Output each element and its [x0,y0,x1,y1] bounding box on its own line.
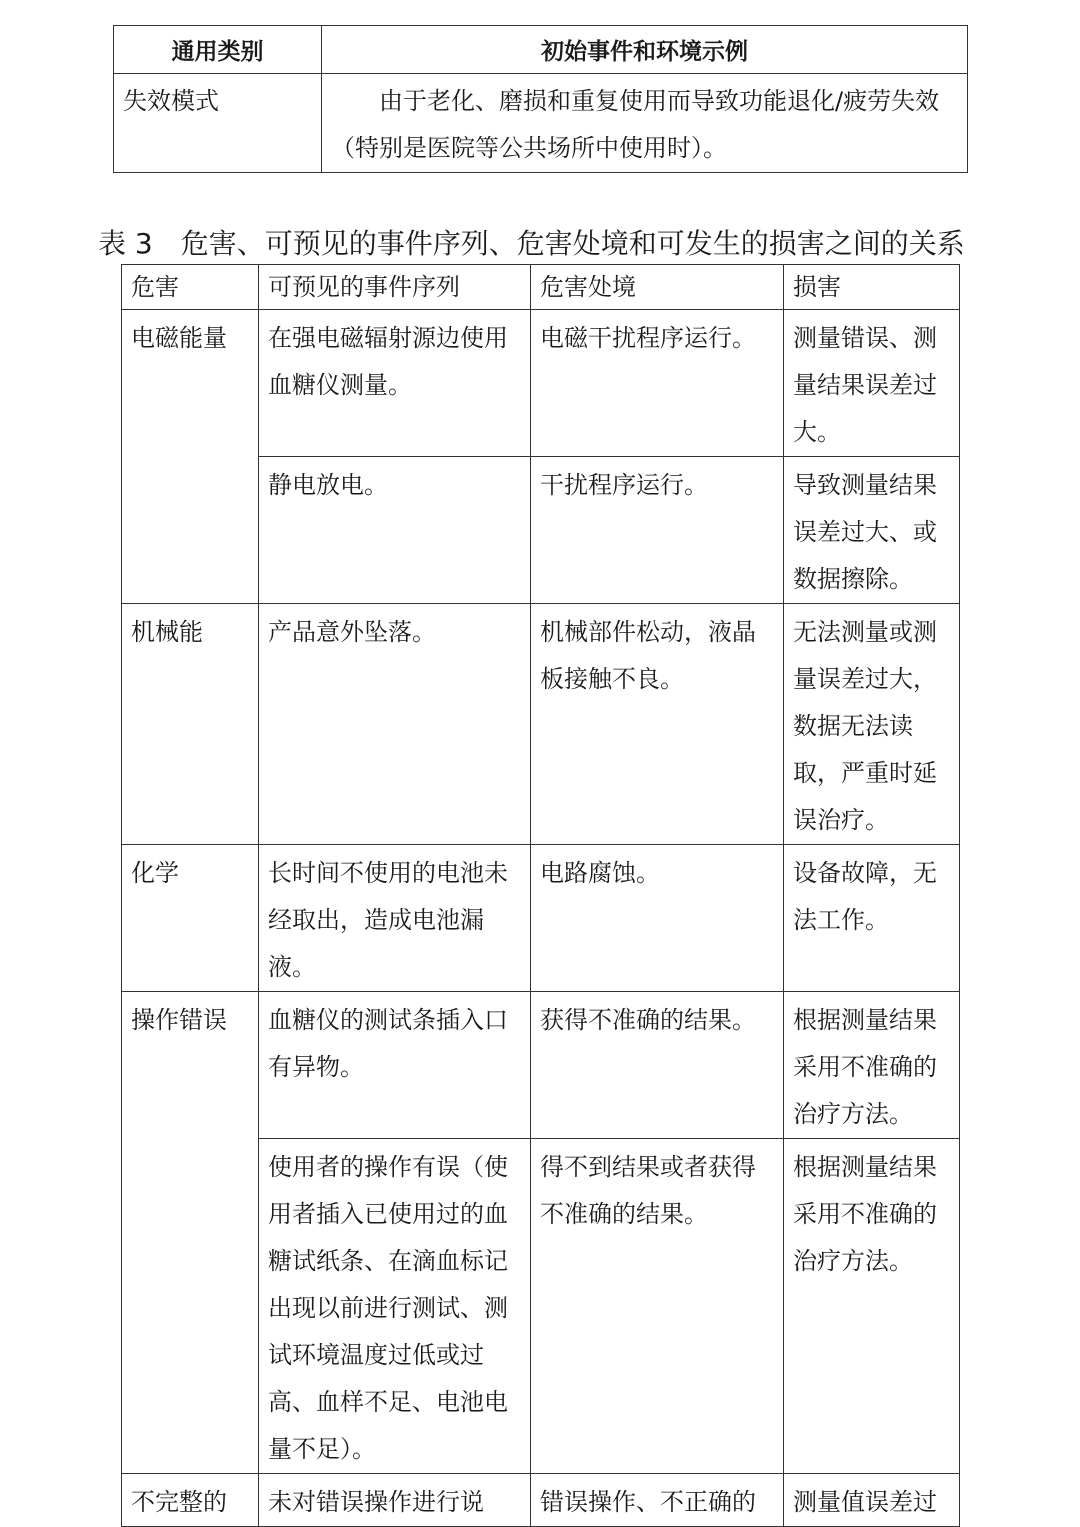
harm-cell: 测量错误、测量结果误差过大。 [784,310,960,457]
hazard-cell: 化学 [122,845,259,992]
header-sequence: 可预见的事件序列 [259,265,531,310]
hazard-relation-table [121,264,960,1527]
sequence-cell: 静电放电。 [259,457,531,604]
table-row [114,74,968,173]
failure-mode-table [113,25,968,173]
sequence-cell: 血糖仪的测试条插入口有异物。 [259,992,531,1139]
category-cell: 失效模式 [114,74,322,173]
header-category: 通用类别 [114,26,322,74]
header-situation: 危害处境 [531,265,784,310]
harm-cell: 根据测量结果采用不准确的治疗方法。 [784,1139,960,1474]
harm-cell: 测量值误差过 [784,1474,960,1527]
hazard-cell: 操作错误 [122,992,259,1474]
table-header-row [122,265,960,310]
harm-cell: 无法测量或测量误差过大，数据无法读取，严重时延误治疗。 [784,604,960,845]
table-caption: 表 3 危害、可预见的事件序列、危害处境和可发生的损害之间的关系 [98,227,965,260]
situation-cell: 机械部件松动，液晶板接触不良。 [531,604,784,845]
hazard-cell: 不完整的 [122,1474,259,1527]
sequence-cell: 长时间不使用的电池未经取出，造成电池漏液。 [259,845,531,992]
situation-cell: 干扰程序运行。 [531,457,784,604]
situation-cell: 错误操作、不正确的 [531,1474,784,1527]
sequence-cell: 使用者的操作有误（使用者插入已使用过的血糖试纸条、在滴血标记出现以前进行测试、测试环境温度过低或过高、血样不足、电池电量不足）。 [259,1139,531,1474]
header-harm: 损害 [784,265,960,310]
situation-cell: 获得不准确的结果。 [531,992,784,1139]
example-cell: 由于老化、磨损和重复使用而导致功能退化/疲劳失效（特别是医院等公共场所中使用时）。 [322,74,968,173]
sequence-cell: 未对错误操作进行说 [259,1474,531,1527]
sequence-cell: 产品意外坠落。 [259,604,531,845]
table-row [122,1474,960,1527]
header-example: 初始事件和环境示例 [322,26,968,74]
hazard-cell: 机械能 [122,604,259,845]
table-row [122,992,960,1139]
table-header-row [114,26,968,74]
harm-cell: 根据测量结果采用不准确的治疗方法。 [784,992,960,1139]
sequence-cell: 在强电磁辐射源边使用血糖仪测量。 [259,310,531,457]
table-row [122,845,960,992]
situation-cell: 电路腐蚀。 [531,845,784,992]
situation-cell: 得不到结果或者获得不准确的结果。 [531,1139,784,1474]
table-row [122,310,960,457]
header-hazard: 危害 [122,265,259,310]
harm-cell: 导致测量结果误差过大、或数据擦除。 [784,457,960,604]
table-row [122,604,960,845]
situation-cell: 电磁干扰程序运行。 [531,310,784,457]
harm-cell: 设备故障，无法工作。 [784,845,960,992]
hazard-cell: 电磁能量 [122,310,259,604]
